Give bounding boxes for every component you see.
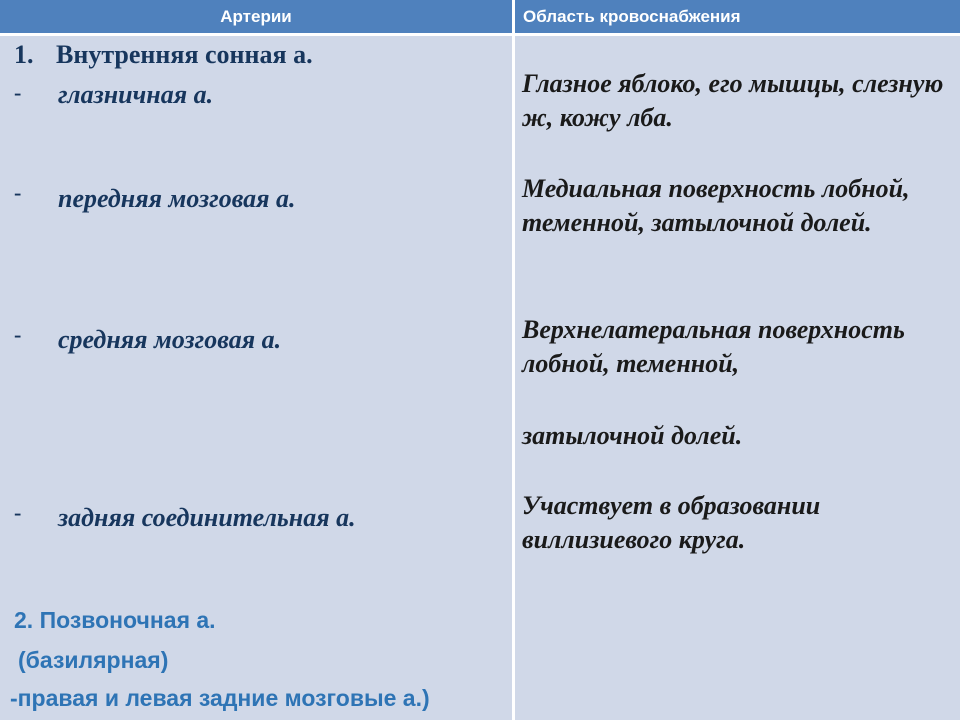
table-header xyxy=(0,0,960,33)
branch-middle-cerebral: средняя мозговая а. xyxy=(58,325,282,354)
basilar-artery-label: (базилярная) xyxy=(18,647,169,673)
dash-bullet: - xyxy=(14,322,22,347)
branch-anterior-cerebral: передняя мозговая а. xyxy=(58,184,296,213)
vertebral-artery-title: 2. Позвоночная а. xyxy=(14,607,216,633)
dash-bullet: - xyxy=(14,80,22,105)
internal-carotid-title xyxy=(14,40,313,70)
supply-middle-cerebral-cont: затылочной долей. xyxy=(522,421,743,450)
supply-posterior-communicating: Участвует в образовании виллизиевого круга. xyxy=(522,491,821,554)
supply-middle-cerebral: Верхнелатеральная поверхность лобной, теменной, xyxy=(522,315,905,378)
column-divider xyxy=(512,33,515,720)
header-arteries: Артерии xyxy=(220,7,292,26)
supply-ophthalmic: Глазное яблоко, его мышцы, слезную ж, кожу лба. xyxy=(522,69,944,132)
supply-anterior-cerebral: Медиальная поверхность лобной, теменной, затылочной долей. xyxy=(522,174,910,237)
dash-bullet: - xyxy=(14,180,22,205)
dash-bullet: - xyxy=(14,500,22,525)
internal-carotid-label: Внутренняя сонная а. xyxy=(56,40,313,69)
header-supply-area: Область кровоснабжения xyxy=(523,7,741,26)
posterior-cerebral-label: -правая и левая задние мозговые а.) xyxy=(10,685,430,711)
branch-ophthalmic: глазничная а. xyxy=(58,80,214,109)
branch-posterior-communicating: задняя соединительная а. xyxy=(58,503,356,532)
item-number: 1. xyxy=(14,40,34,69)
